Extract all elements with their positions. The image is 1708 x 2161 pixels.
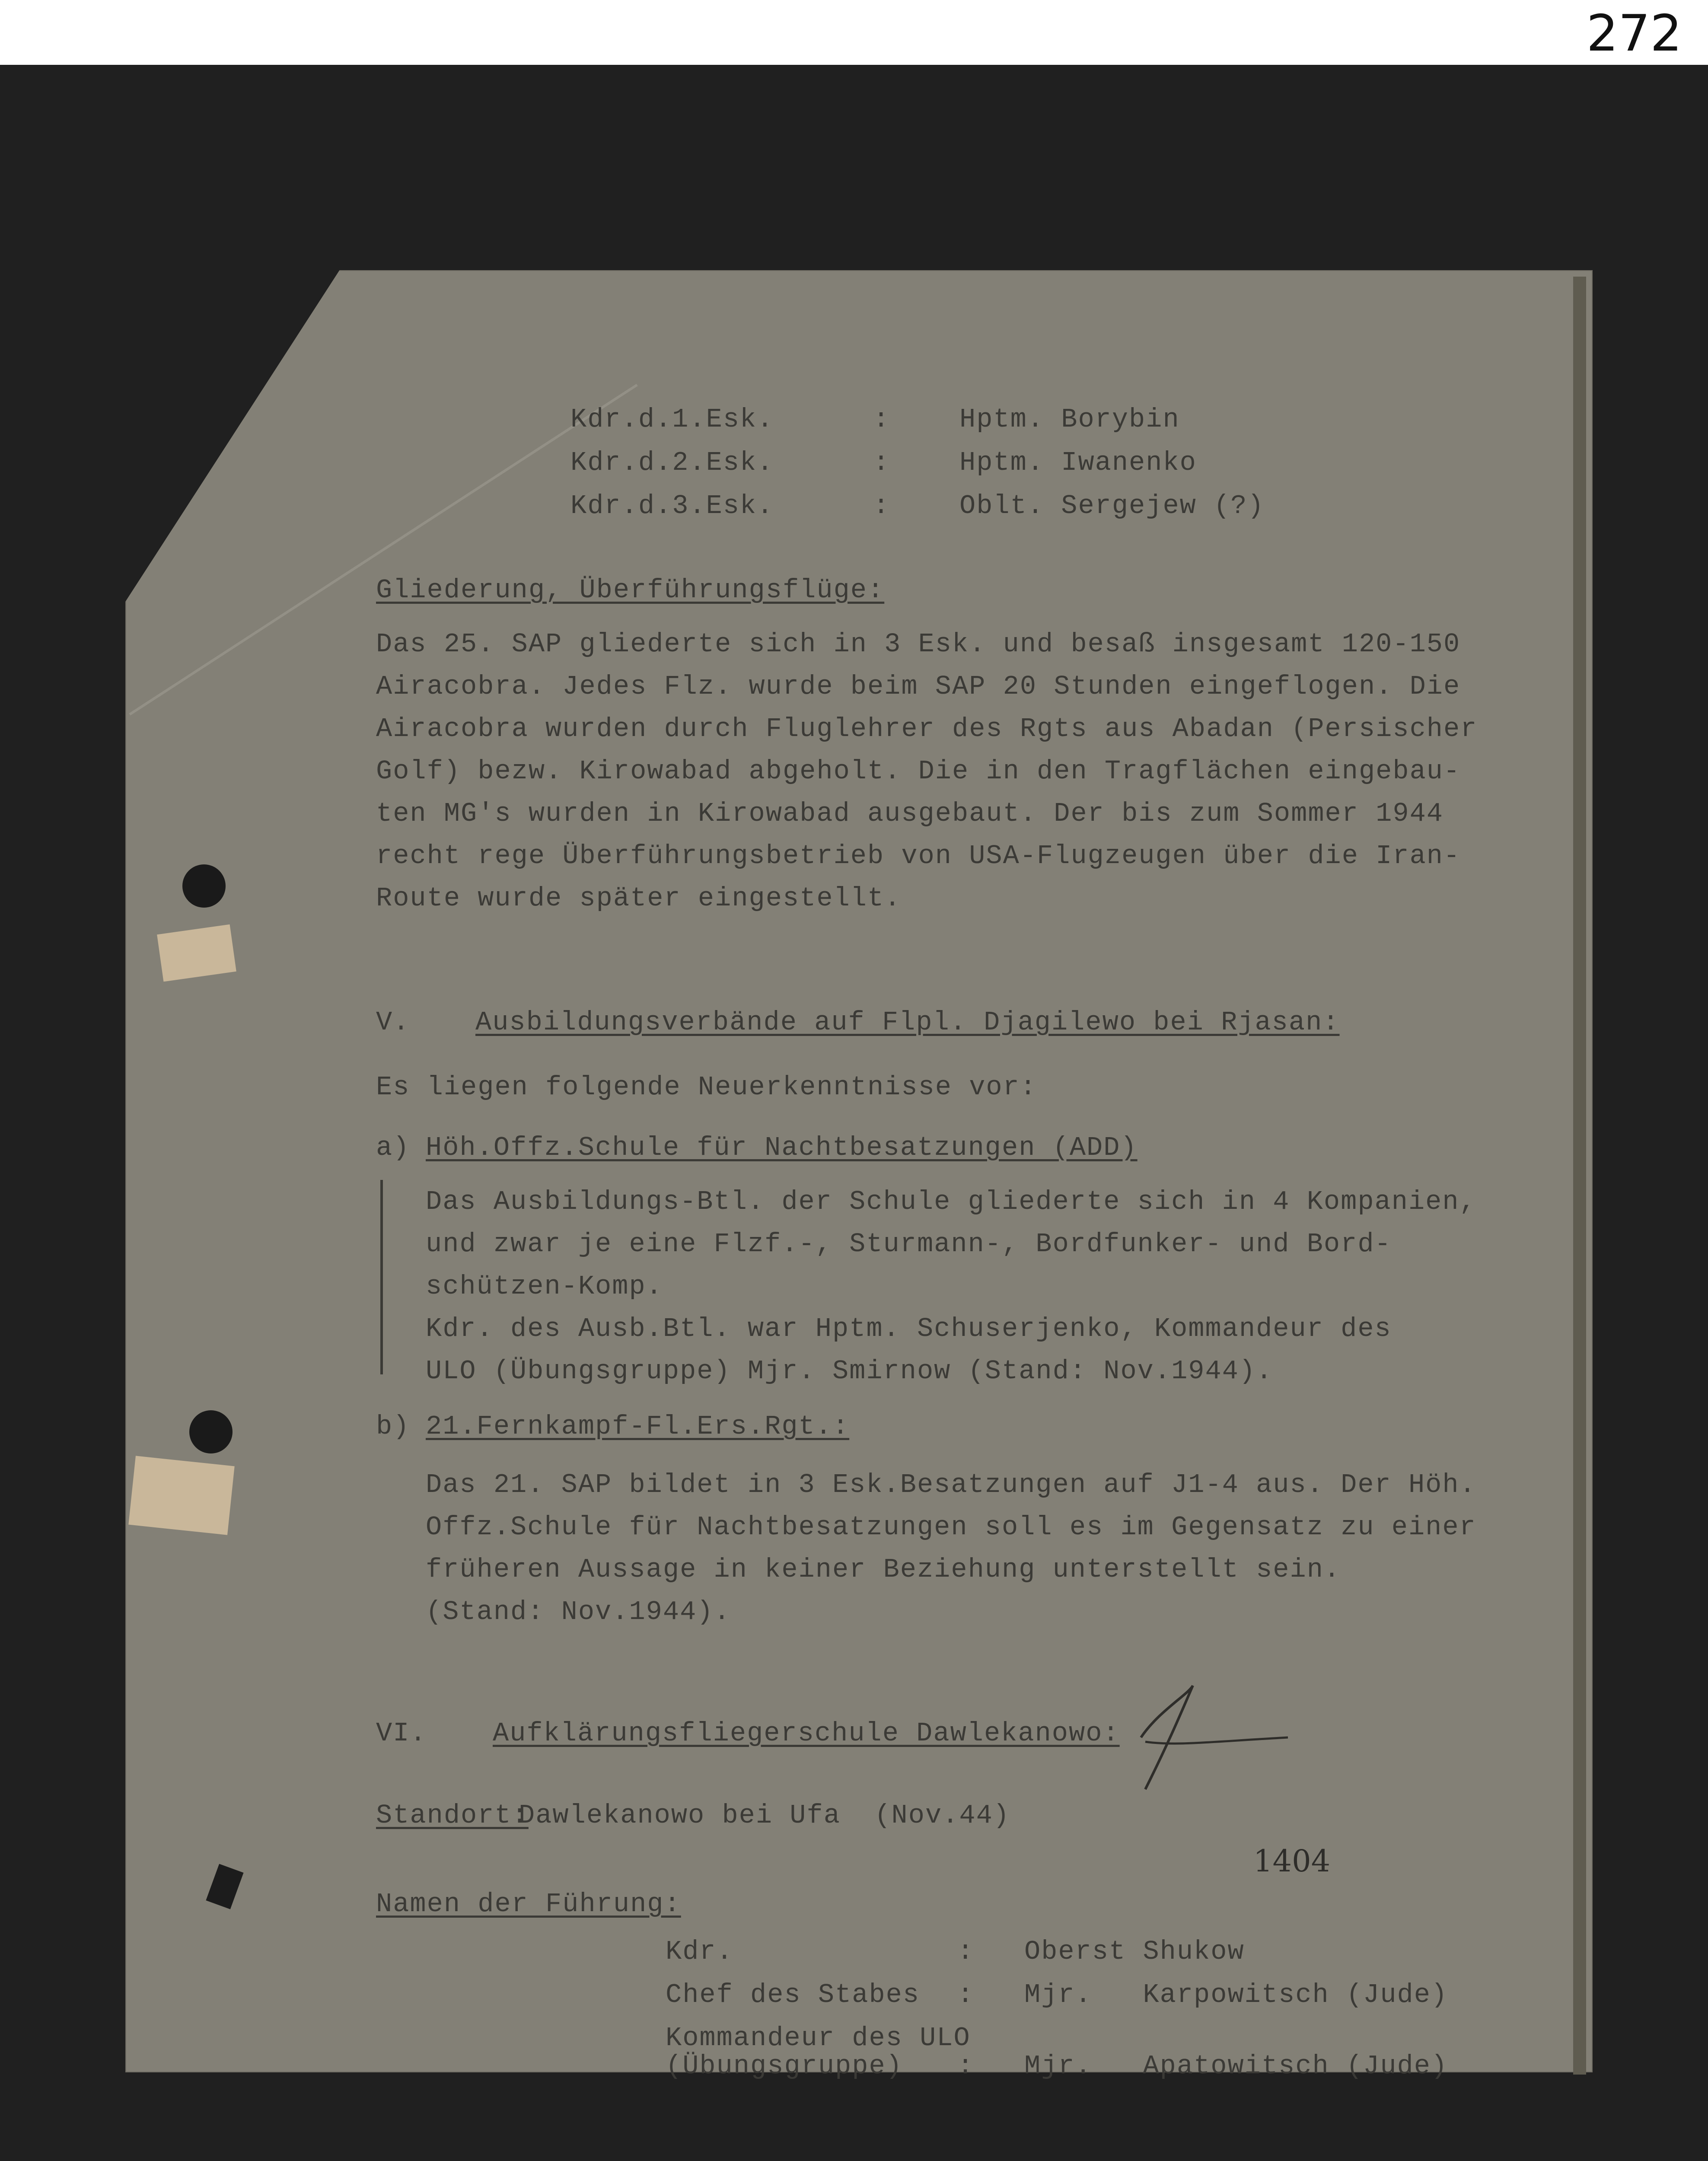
namen-label: Namen der Führung: xyxy=(376,1889,681,1919)
section-v-a-line-1: Das Ausbildungs-Btl. der Schule gliederte sich in 4 Kompanien, xyxy=(426,1186,1476,1217)
punch-hole-top xyxy=(182,864,226,908)
commander-sep-3: : xyxy=(873,491,890,521)
commander-name-2: Hptm. Iwanenko xyxy=(959,447,1197,478)
gliederung-line-1: Das 25. SAP gliederte sich in 3 Esk. und besaß insgesamt 120-150 xyxy=(376,629,1461,660)
section-v-a-title: Höh.Offz.Schule für Nachtbesatzungen (ADD) xyxy=(426,1132,1138,1163)
commander-name-1: Hptm. Borybin xyxy=(959,404,1180,435)
leader-name-2: Mjr. Karpowitsch (Jude) xyxy=(1024,1979,1448,2010)
standort-label: Standort: xyxy=(376,1800,529,1831)
leader-name-1: Oberst Shukow xyxy=(1024,1936,1245,1967)
gliederung-line-5: ten MG's wurden in Kirowabad ausgebaut. Der bis zum Sommer 1944 xyxy=(376,798,1444,829)
paper-tear-bottom xyxy=(128,1456,234,1535)
section-v-a-line-4: Kdr. des Ausb.Btl. war Hptm. Schuserjenko, Kommandeur des xyxy=(426,1313,1392,1344)
section-v-b-line-3: früheren Aussage in keiner Beziehung unterstellt sein. xyxy=(426,1554,1341,1585)
section-v-b-line-2: Offz.Schule für Nachtbesatzungen soll es im Gegensatz zu einer xyxy=(426,1512,1476,1543)
commander-name-3: Oblt. Sergejew (?) xyxy=(959,491,1265,521)
section-v-a-line-5: ULO (Übungsgruppe) Mjr. Smirnow (Stand: Nov.1944). xyxy=(426,1356,1273,1386)
section-v-title: Ausbildungsverbände auf Flpl. Djagilewo bei Rjasan: xyxy=(475,1007,1340,1038)
leader-sep-2: : xyxy=(957,1979,975,2010)
commander-role-2: Kdr.d.2.Esk. xyxy=(570,447,774,478)
section-v-b-line-4: (Stand: Nov.1944). xyxy=(426,1597,731,1627)
standort-value: Dawlekanowo bei Ufa (Nov.44) xyxy=(519,1800,1010,1831)
gliederung-line-3: Airacobra wurden durch Fluglehrer des Rgts aus Abadan (Persischer xyxy=(376,714,1478,744)
punch-hole-bottom xyxy=(189,1410,233,1453)
gliederung-line-6: recht rege Überführungsbetrieb von USA-Flugzeugen über die Iran- xyxy=(376,841,1461,871)
sheet-edge xyxy=(1573,277,1586,2075)
commander-sep-1: : xyxy=(873,404,890,435)
gliederung-line-4: Golf) bezw. Kirowabad abgeholt. Die in den Tragflächen eingebau- xyxy=(376,756,1461,787)
gliederung-line-2: Airacobra. Jedes Flz. wurde beim SAP 20 Stunden eingeflogen. Die xyxy=(376,671,1461,702)
section-v-b-title: 21.Fernkampf-Fl.Ers.Rgt.: xyxy=(426,1411,850,1442)
page-number: 272 xyxy=(1586,4,1682,63)
gliederung-line-7: Route wurde später eingestellt. xyxy=(376,883,902,914)
section-vi-title: Aufklärungsfliegerschule Dawlekanowo: xyxy=(493,1718,1120,1749)
leader-role-4: (Übungsgruppe) xyxy=(666,2051,903,2081)
page-header xyxy=(0,0,1708,65)
section-v-a-line-3: schützen-Komp. xyxy=(426,1271,663,1302)
leader-role-2: Chef des Stabes xyxy=(666,1979,920,2010)
commander-sep-2: : xyxy=(873,447,890,478)
stamp-number: 1404 xyxy=(1253,1843,1331,1879)
section-v-b-line-1: Das 21. SAP bildet in 3 Esk.Besatzungen auf J1-4 aus. Der Höh. xyxy=(426,1469,1476,1500)
leader-role-1: Kdr. xyxy=(666,1936,733,1967)
commander-role-1: Kdr.d.1.Esk. xyxy=(570,404,774,435)
leader-sep-4: : xyxy=(957,2051,975,2081)
commander-role-3: Kdr.d.3.Esk. xyxy=(570,491,774,521)
section-v-intro: Es liegen folgende Neuerkenntnisse vor: xyxy=(376,1072,1037,1103)
leader-name-4: Mjr. Apatowitsch (Jude) xyxy=(1024,2051,1448,2081)
section-v-number: V. xyxy=(376,1007,410,1038)
leader-sep-1: : xyxy=(957,1936,975,1967)
gliederung-heading: Gliederung, Überführungsflüge: xyxy=(376,575,885,606)
section-vi-number: VI. xyxy=(376,1718,427,1749)
section-v-a-line-2: und zwar je eine Flzf.-, Sturmann-, Bordfunker- und Bord- xyxy=(426,1229,1392,1259)
leader-role-3: Kommandeur des ULO xyxy=(666,2023,971,2053)
section-v-a-label: a) xyxy=(376,1132,410,1163)
section-v-b-label: b) xyxy=(376,1411,410,1442)
paper-tear-top xyxy=(157,924,236,982)
margin-bracket xyxy=(380,1180,383,1374)
handwritten-mark xyxy=(1115,1677,1297,1802)
